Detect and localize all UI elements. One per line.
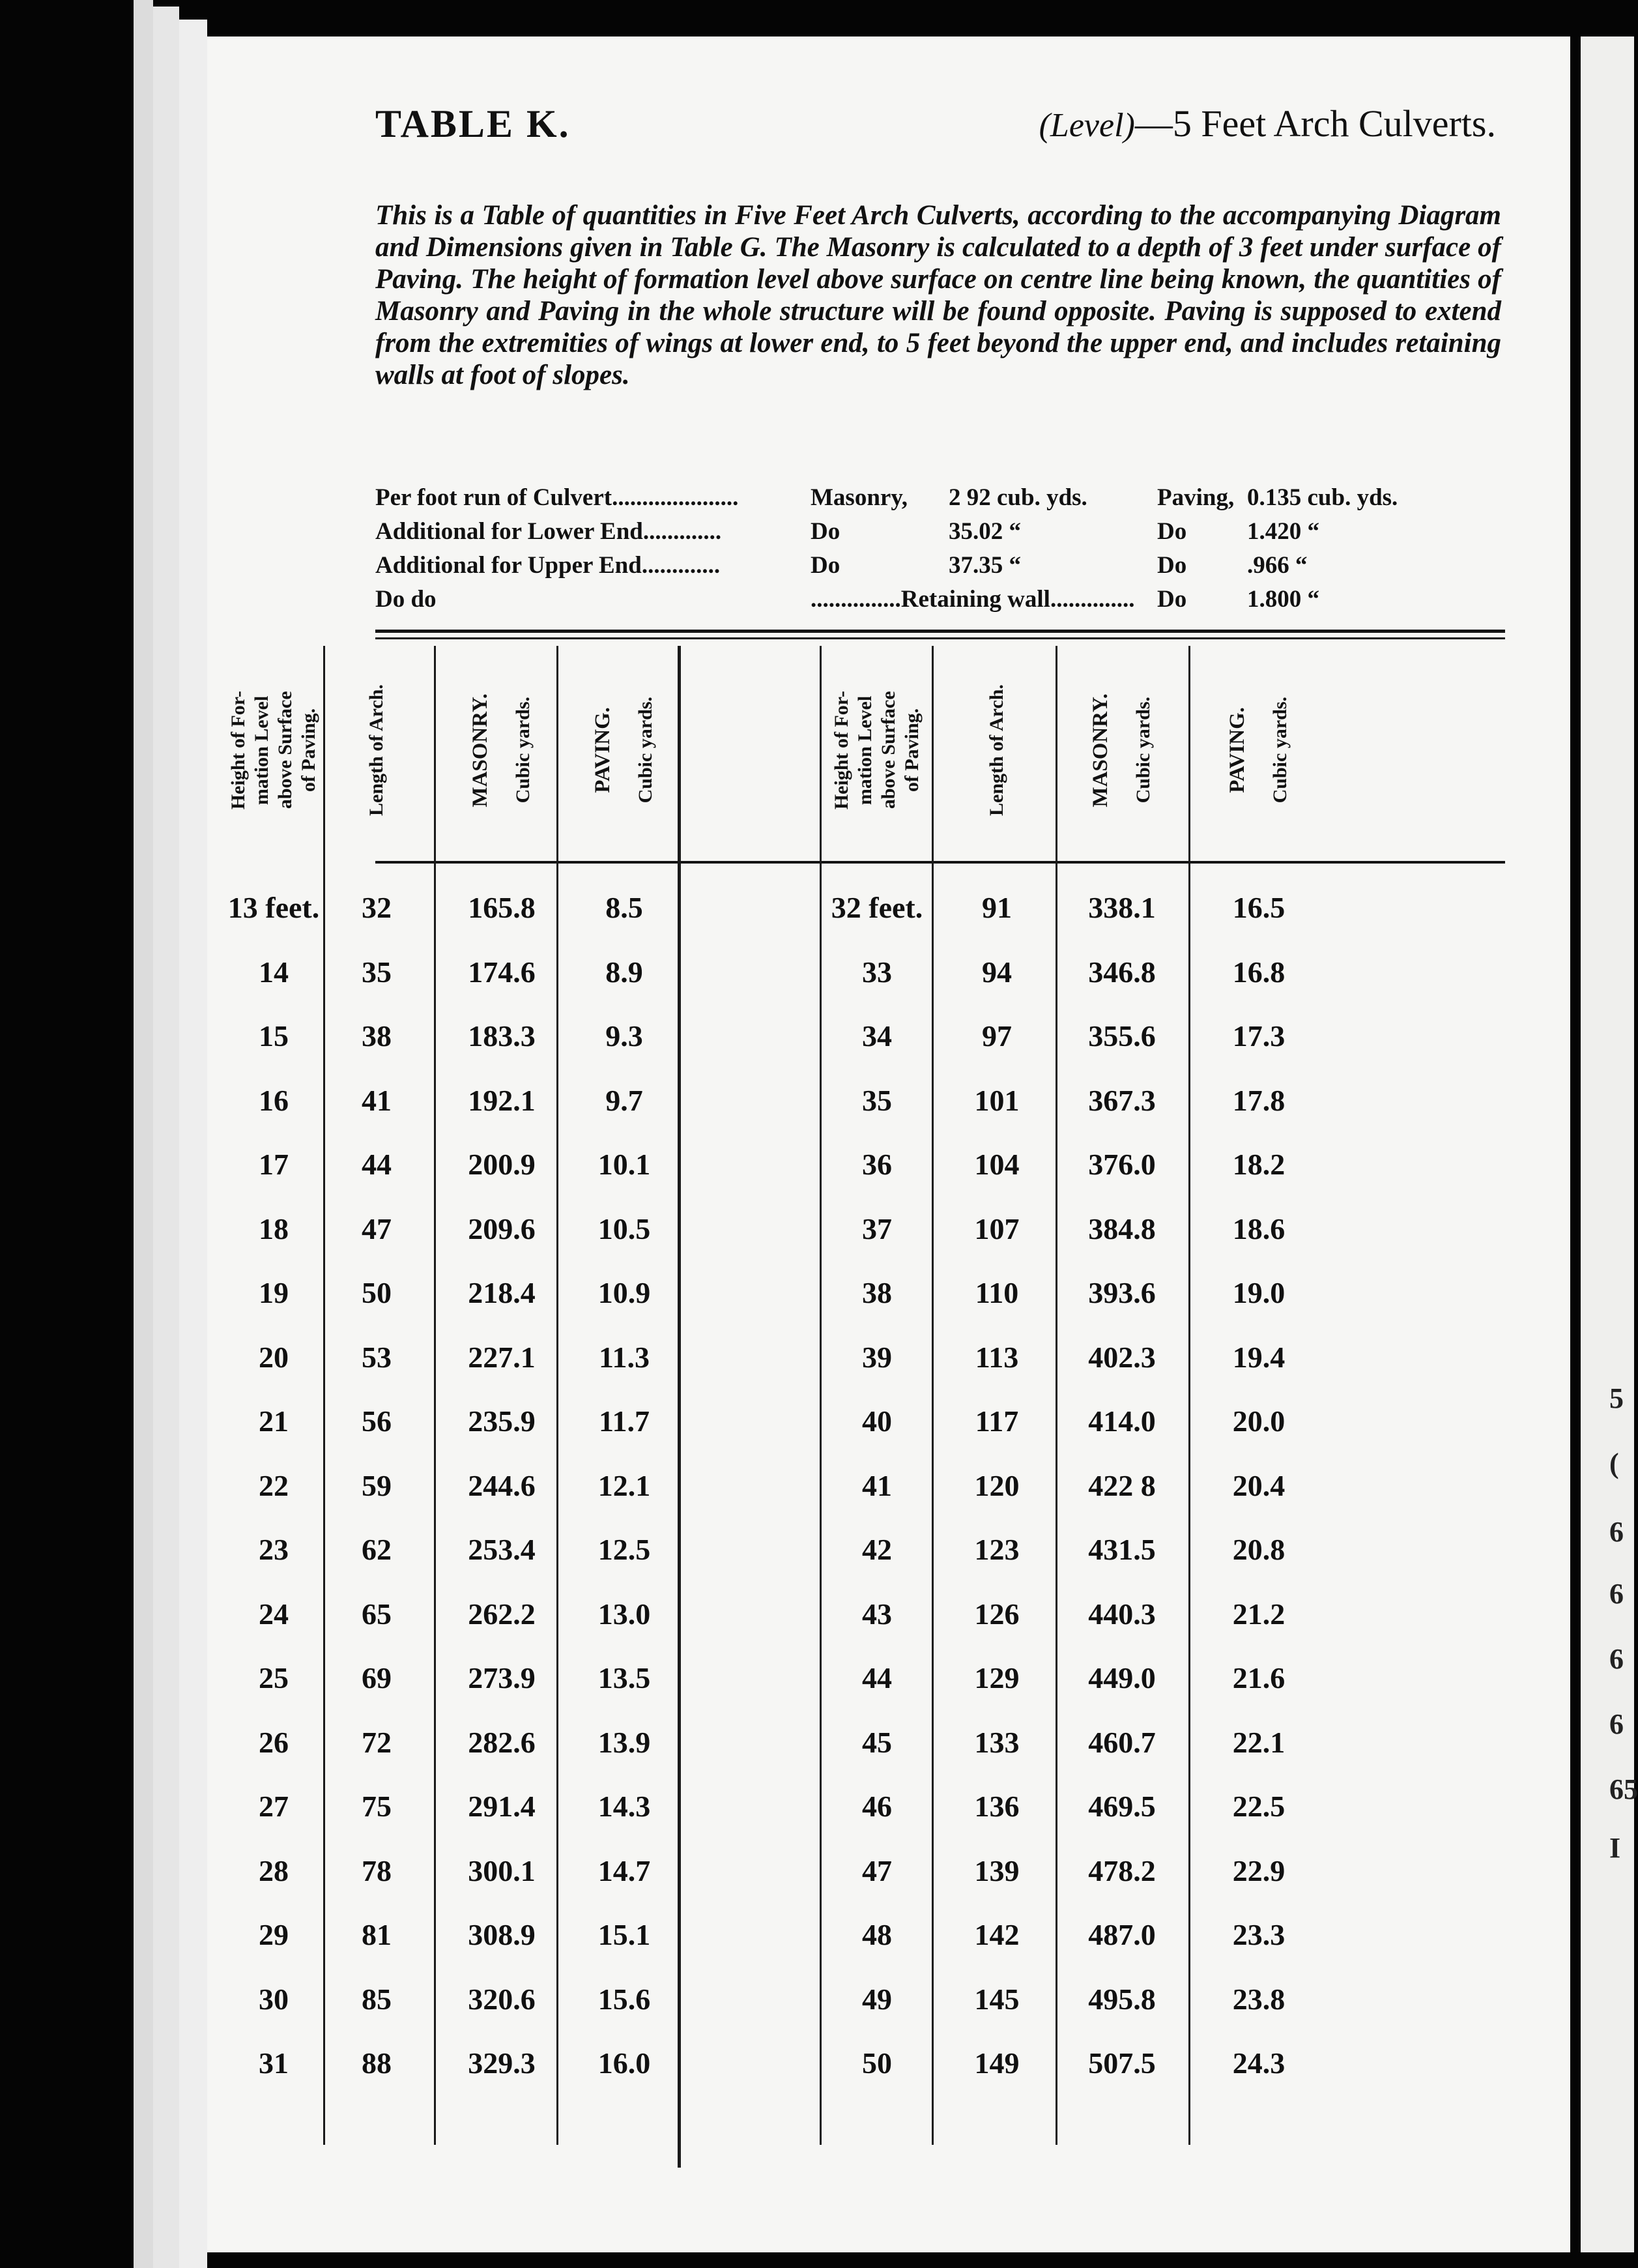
table-cell-right: 414.0: [1088, 1404, 1156, 1438]
summary-paving: 1.420 “: [1247, 518, 1319, 545]
summary-row: [375, 517, 1509, 551]
header-length-label: Length of Arch.: [366, 684, 387, 816]
table-cell-left: 19: [259, 1276, 289, 1309]
table-cell-right: 113: [975, 1340, 1019, 1374]
summary-item: Additional for Lower End.............: [375, 518, 722, 545]
table-cell-left: 9.3: [605, 1019, 643, 1053]
table-cell-right: 48: [862, 1918, 892, 1951]
table-cell-right: 393.6: [1088, 1276, 1156, 1309]
table-cell-left: 56: [362, 1404, 392, 1438]
table-cell-right: 495.8: [1088, 1982, 1156, 2016]
table-cell-right: 142: [974, 1918, 1020, 1951]
table-cell-right: 422 8: [1088, 1468, 1156, 1502]
table-cell-left: 47: [362, 1212, 392, 1245]
table-cell-left: 291.4: [468, 1790, 536, 1823]
table-cell-left: 282.6: [468, 1725, 536, 1759]
table-cell-left: 273.9: [468, 1661, 536, 1694]
table-cell-right: 487.0: [1088, 1918, 1156, 1951]
table-cell-right: 449.0: [1088, 1661, 1156, 1694]
table-cell-left: 26: [259, 1725, 289, 1759]
table-cell-right: 39: [862, 1340, 892, 1374]
table-cell-right: 35: [862, 1083, 892, 1117]
summary-row: [375, 484, 1509, 517]
header-paving-left: [572, 646, 676, 854]
table-cell-left: 227.1: [468, 1340, 536, 1374]
header-masonry-left: [450, 646, 554, 854]
summary-masonry: 37.35 “: [949, 552, 1021, 579]
table-cell-right: 136: [974, 1790, 1020, 1823]
header-length-right: [945, 646, 1049, 854]
table-cell-right: 33: [862, 955, 892, 989]
table-cell-left: 209.6: [468, 1212, 536, 1245]
table-cell-right: 45: [862, 1725, 892, 1759]
next-page-glyph: 6: [1609, 1516, 1624, 1548]
table-cell-left: 17: [259, 1148, 289, 1181]
table-cell-left: 8.5: [605, 891, 643, 924]
summary-paving-label: Paving,: [1157, 484, 1235, 511]
next-page-glyph: 6: [1609, 1643, 1624, 1675]
table-label: TABLE K.: [375, 102, 571, 145]
table-cell-right: 145: [974, 1982, 1020, 2016]
header-paving-unit: Cubic yards.: [1269, 697, 1291, 804]
table-cell-right: 384.8: [1088, 1212, 1156, 1245]
table-cell-left: 25: [259, 1661, 289, 1694]
header-length-left: [324, 646, 429, 854]
table-cell-left: 72: [362, 1725, 392, 1759]
table-cell-right: 47: [862, 1854, 892, 1887]
table-cell-right: 104: [974, 1148, 1020, 1181]
table-cell-left: 308.9: [468, 1918, 536, 1951]
summary-masonry: 35.02 “: [949, 518, 1021, 545]
summary-masonry: 2 92 cub. yds.: [949, 484, 1087, 511]
table-cell-left: 10.5: [597, 1212, 651, 1245]
table-cell-right: 18.2: [1232, 1148, 1286, 1181]
column-divider: [1188, 646, 1190, 2145]
table-cell-left: 59: [362, 1468, 392, 1502]
table-cell-left: 38: [362, 1019, 392, 1053]
table-cell-left: 12.5: [597, 1533, 651, 1566]
header-paving-unit: Cubic yards.: [635, 697, 656, 804]
table-cell-left: 21: [259, 1404, 289, 1438]
table-cell-right: 94: [982, 955, 1012, 989]
page-stack-edge: [179, 20, 207, 2268]
table-cell-left: 23: [259, 1533, 289, 1566]
table-cell-left: 22: [259, 1468, 289, 1502]
summary-paving: 1.800 “: [1247, 586, 1319, 613]
table-cell-left: 75: [362, 1790, 392, 1823]
table-cell-left: 10.9: [597, 1276, 651, 1309]
table-cell-right: 36: [862, 1148, 892, 1181]
table-cell-left: 15.1: [597, 1918, 651, 1951]
table-cell-right: 34: [862, 1019, 892, 1053]
column-divider: [323, 646, 325, 2145]
table-cell-left: 15.6: [597, 1982, 651, 2016]
table-cell-left: 35: [362, 955, 392, 989]
table-cell-left: 24: [259, 1597, 289, 1631]
table-cell-right: 50: [862, 2046, 892, 2080]
table-cell-right: 20.0: [1232, 1404, 1286, 1438]
table-cell-left: 183.3: [468, 1019, 536, 1053]
table-cell-right: 97: [982, 1019, 1012, 1053]
table-cell-left: 53: [362, 1340, 392, 1374]
table-cell-left: 16: [259, 1083, 289, 1117]
table-cell-right: 22.1: [1232, 1725, 1286, 1759]
table-cell-right: 44: [862, 1661, 892, 1694]
table-cell-left: 18: [259, 1212, 289, 1245]
table-cell-left: 14: [259, 955, 289, 989]
table-cell-left: 174.6: [468, 955, 536, 989]
table-cell-left: 81: [362, 1918, 392, 1951]
table-cell-right: 376.0: [1088, 1148, 1156, 1181]
table-cell-right: 120: [974, 1468, 1020, 1502]
table-cell-right: 38: [862, 1276, 892, 1309]
table-cell-right: 22.5: [1232, 1790, 1286, 1823]
page-stack-edge: [153, 7, 179, 2268]
table-cell-right: 460.7: [1088, 1725, 1156, 1759]
table-cell-right: 40: [862, 1404, 892, 1438]
table-cell-left: 27: [259, 1790, 289, 1823]
summary-masonry-label: Do: [811, 518, 841, 545]
summary-paving-label: Do: [1157, 552, 1187, 579]
table-cell-left: 13.9: [597, 1725, 651, 1759]
column-divider: [434, 646, 436, 2145]
table-cell-right: 91: [982, 891, 1012, 924]
table-cell-right: 507.5: [1088, 2046, 1156, 2080]
next-page-glyph: 5: [1609, 1382, 1624, 1414]
header-paving-right: [1207, 646, 1311, 854]
table-cell-right: 402.3: [1088, 1340, 1156, 1374]
table-cell-left: 13 feet.: [227, 891, 320, 924]
table-cell-left: 50: [362, 1276, 392, 1309]
table-cell-right: 23.8: [1232, 1982, 1286, 2016]
table-cell-left: 9.7: [605, 1083, 643, 1117]
table-cell-left: 65: [362, 1597, 392, 1631]
table-cell-left: 300.1: [468, 1854, 536, 1887]
column-divider: [820, 646, 822, 2145]
table-cell-right: 21.6: [1232, 1661, 1286, 1694]
table-cell-right: 346.8: [1088, 955, 1156, 989]
table-cell-left: 235.9: [468, 1404, 536, 1438]
table-cell-left: 320.6: [468, 1982, 536, 2016]
header-length-label: Length of Arch.: [986, 684, 1007, 816]
next-page-glyph: (: [1609, 1447, 1619, 1479]
table-cell-left: 200.9: [468, 1148, 536, 1181]
summary-paving: 0.135 cub. yds.: [1247, 484, 1398, 511]
table-cell-right: 367.3: [1088, 1083, 1156, 1117]
book-page: [207, 36, 1570, 2252]
table-condition: (Level): [1039, 107, 1135, 144]
table-cell-left: 165.8: [468, 891, 536, 924]
table-cell-left: 192.1: [468, 1083, 536, 1117]
table-heading: [1039, 102, 1496, 145]
table-cell-left: 41: [362, 1083, 392, 1117]
next-page-glyph: 65: [1609, 1773, 1638, 1805]
table-cell-left: 32: [362, 891, 392, 924]
table-cell-left: 11.7: [599, 1404, 650, 1438]
header-masonry-unit: Cubic yards.: [1132, 697, 1154, 804]
table-cell-left: 62: [362, 1533, 392, 1566]
table-cell-right: 338.1: [1088, 891, 1156, 924]
table-cell-left: 30: [259, 1982, 289, 2016]
table-cell-left: 13.0: [597, 1597, 651, 1631]
summary-paving-label: Do: [1157, 586, 1187, 613]
table-cell-left: 85: [362, 1982, 392, 2016]
summary-item: Additional for Upper End.............: [375, 552, 721, 579]
summary-masonry-label: ...............Retaining wall..............: [811, 586, 1135, 613]
table-cell-left: 244.6: [468, 1468, 536, 1502]
column-divider: [1056, 646, 1057, 2145]
table-cell-left: 44: [362, 1148, 392, 1181]
table-cell-right: 20.4: [1232, 1468, 1286, 1502]
next-page-glyph: I: [1609, 1832, 1621, 1864]
table-cell-left: 88: [362, 2046, 392, 2080]
table-cell-right: 133: [974, 1725, 1020, 1759]
next-page-glyph: 6: [1609, 1708, 1624, 1740]
table-cell-left: 12.1: [597, 1468, 651, 1502]
table-cell-right: 20.8: [1232, 1533, 1286, 1566]
table-cell-right: 46: [862, 1790, 892, 1823]
header-masonry-label: MASONRY.: [468, 693, 492, 807]
table-cell-left: 29: [259, 1918, 289, 1951]
summary-masonry-label: Do: [811, 552, 841, 579]
page-stack-edge: [134, 0, 153, 2268]
intro-paragraph: This is a Table of quantities in Five Feet Arch Culverts, according to the accompanying Diagram and Dimensions given in Table G. The Masonry is calculated to a depth of 3 feet under surface of Paving. The height of formation level above surface on centre line being known, the quantities of Masonry and Paving in the whole structure will be found opposite. Paving is supposed to extend from the extremities of wings at lower end, to 5 feet beyond the upper end, and includes retaining walls at foot of slopes.: [375, 200, 1501, 390]
table-header-rule: [375, 861, 1505, 864]
table-cell-left: 28: [259, 1854, 289, 1887]
page-title: [375, 102, 1496, 173]
table-cell-right: 17.8: [1232, 1083, 1286, 1117]
table-cell-right: 17.3: [1232, 1019, 1286, 1053]
column-divider: [932, 646, 934, 2145]
table-cell-right: 355.6: [1088, 1019, 1156, 1053]
table-cell-left: 11.3: [599, 1340, 650, 1374]
table-cell-right: 123: [974, 1533, 1020, 1566]
summary-masonry-label: Masonry,: [811, 484, 908, 511]
table-cell-left: 14.3: [597, 1790, 651, 1823]
table-cell-right: 21.2: [1232, 1597, 1286, 1631]
table-cell-right: 41: [862, 1468, 892, 1502]
table-cell-right: 469.5: [1088, 1790, 1156, 1823]
table-cell-left: 13.5: [597, 1661, 651, 1694]
table-cell-right: 478.2: [1088, 1854, 1156, 1887]
header-height-left: [222, 646, 326, 854]
table-cell-right: 43: [862, 1597, 892, 1631]
table-cell-left: 253.4: [468, 1533, 536, 1566]
header-masonry-label: MASONRY.: [1089, 693, 1112, 807]
table-cell-right: 19.0: [1232, 1276, 1286, 1309]
table-cell-right: 431.5: [1088, 1533, 1156, 1566]
table-cell-right: 107: [974, 1212, 1020, 1245]
table-cell-right: 19.4: [1232, 1340, 1286, 1374]
summary-block: [375, 484, 1509, 619]
table-cell-left: 8.9: [605, 955, 643, 989]
summary-row: [375, 585, 1509, 619]
table-cell-right: 440.3: [1088, 1597, 1156, 1631]
table-cell-left: 329.3: [468, 2046, 536, 2080]
table-cell-right: 32 feet.: [831, 891, 923, 924]
header-masonry-unit: Cubic yards.: [512, 697, 534, 804]
table-cell-left: 15: [259, 1019, 289, 1053]
table-subject: —5 Feet Arch Culverts.: [1134, 102, 1496, 145]
summary-row: [375, 551, 1509, 585]
table-cell-right: 101: [974, 1083, 1020, 1117]
table-cell-left: 262.2: [468, 1597, 536, 1631]
table-cell-left: 20: [259, 1340, 289, 1374]
table-cell-right: 16.8: [1232, 955, 1286, 989]
table-cell-left: 218.4: [468, 1276, 536, 1309]
table-cell-right: 126: [974, 1597, 1020, 1631]
header-height-label: Height of For- mation Level above Surface of Paving.: [831, 690, 923, 810]
summary-item: Do do: [375, 586, 437, 613]
table-top-rule: [375, 630, 1505, 633]
table-cell-right: 42: [862, 1533, 892, 1566]
table-cell-right: 139: [974, 1854, 1020, 1887]
header-paving-label: PAVING.: [1226, 707, 1249, 793]
table-cell-right: 37: [862, 1212, 892, 1245]
table-cell-right: 49: [862, 1982, 892, 2016]
table-cell-left: 14.7: [597, 1854, 651, 1887]
header-masonry-right: [1070, 646, 1174, 854]
summary-paving-label: Do: [1157, 518, 1187, 545]
summary-paving: .966 “: [1247, 552, 1308, 579]
next-page-glyph: 6: [1609, 1578, 1624, 1610]
header-height-right: [825, 646, 929, 854]
table-cell-right: 129: [974, 1661, 1020, 1694]
table-cell-left: 16.0: [597, 2046, 651, 2080]
table-cell-right: 110: [975, 1276, 1019, 1309]
table-cell-right: 18.6: [1232, 1212, 1286, 1245]
next-page-edge: [1581, 36, 1634, 2252]
table-cell-right: 16.5: [1232, 891, 1286, 924]
table-cell-right: 117: [975, 1404, 1019, 1438]
column-divider: [678, 646, 681, 2168]
header-height-label: Height of For- mation Level above Surface of Paving.: [227, 690, 319, 810]
table-cell-right: 23.3: [1232, 1918, 1286, 1951]
column-divider: [556, 646, 558, 2145]
table-cell-left: 10.1: [597, 1148, 651, 1181]
table-cell-left: 78: [362, 1854, 392, 1887]
table-top-rule-2: [375, 637, 1505, 639]
table-cell-left: 31: [259, 2046, 289, 2080]
table-cell-right: 22.9: [1232, 1854, 1286, 1887]
table-cell-left: 69: [362, 1661, 392, 1694]
table-cell-right: 24.3: [1232, 2046, 1286, 2080]
table-cell-right: 149: [974, 2046, 1020, 2080]
header-paving-label: PAVING.: [591, 707, 614, 793]
summary-item: Per foot run of Culvert.....................: [375, 484, 739, 511]
